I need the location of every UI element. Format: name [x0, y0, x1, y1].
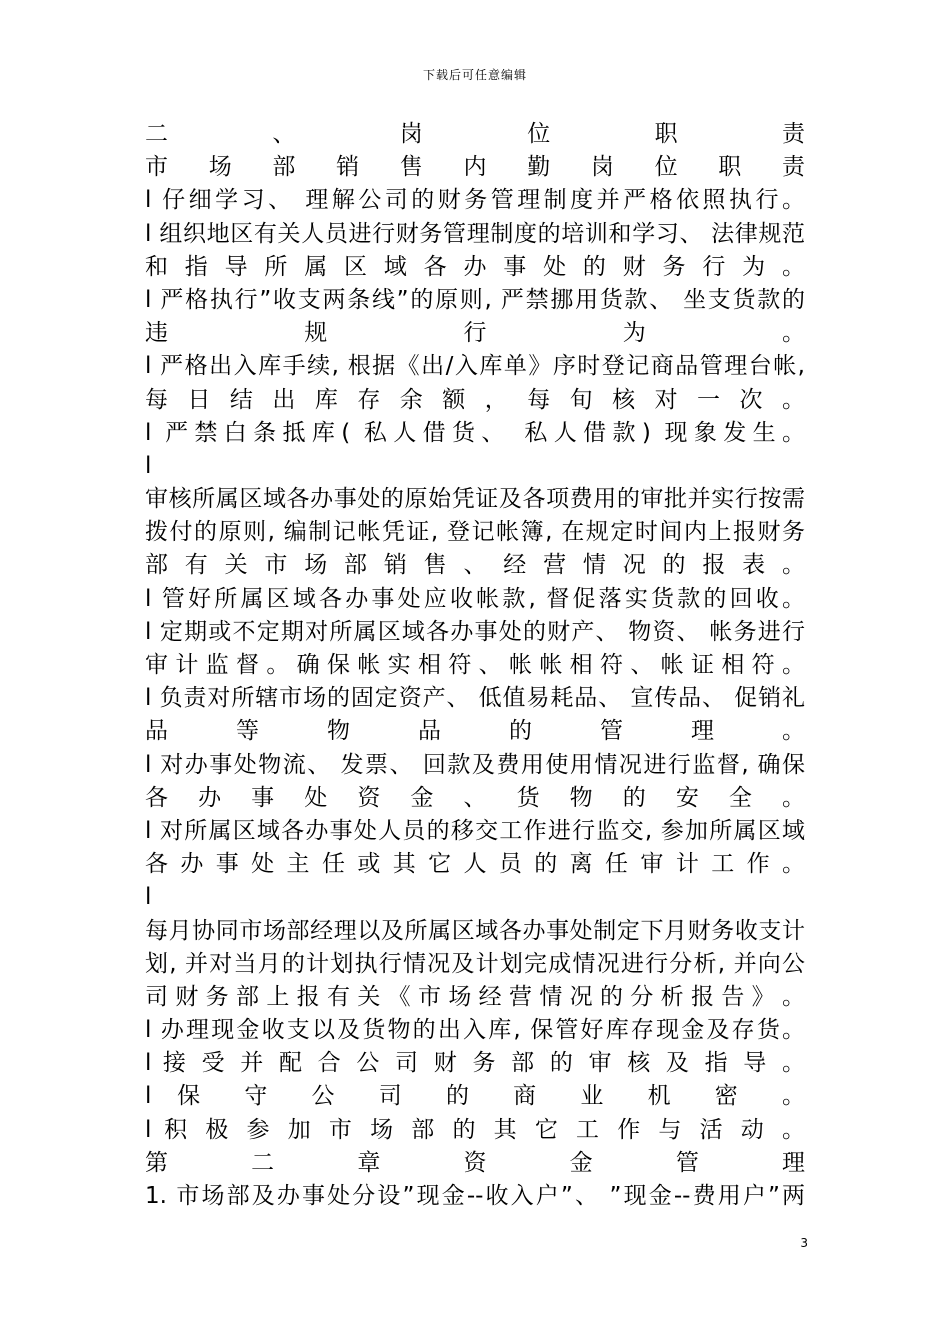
text-line: l 组织地区有关人员进行财务管理制度的培训和学习、 法律规范 [145, 220, 805, 247]
text-line: l 办理现金收支以及货物的出入库, 保管好库存现金及存货。 [145, 1017, 805, 1044]
text-line: l 仔细学习、 理解公司的财务管理制度并严格依照执行。 [145, 187, 805, 214]
text-line: 每 日 结 出 库 存 余 额 ， 每 旬 核 对 一 次 。 [145, 386, 805, 413]
page-number: 3 [800, 1236, 808, 1250]
text-line: l 接 受 并 配 合 公 司 财 务 部 的 审 核 及 指 导 。 [145, 1050, 805, 1077]
text-line: 各 办 事 处 主 任 或 其 它 人 员 的 离 任 审 计 工 作 。 [145, 851, 805, 878]
text-line: l 严禁白条抵库( 私人借货、 私人借款) 现象发生。 [145, 419, 805, 446]
text-line: l 严格出入库手续, 根据《出/入库单》序时登记商品管理台帐, [145, 353, 805, 380]
text-line: 市 场 部 销 售 内 勤 岗 位 职 责 [145, 154, 805, 181]
text-line: 每月协同市场部经理以及所属区域各办事处制定下月财务收支计 [145, 917, 805, 944]
text-line: l 定期或不定期对所属区域各办事处的财产、 物资、 帐务进行 [145, 618, 805, 645]
text-line: 和 指 导 所 属 区 域 各 办 事 处 的 财 务 行 为 。 [145, 253, 805, 280]
text-line: 违 规 行 为 。 [145, 320, 805, 347]
page-header: 下载后可任意编辑 [422, 68, 527, 82]
text-line: 划, 并对当月的计划执行情况及计划完成情况进行分析, 并向公 [145, 950, 805, 977]
text-line: l 对所属区域各办事处人员的移交工作进行监交, 参加所属区域 [145, 817, 805, 844]
text-line: l 严格执行”收支两条线”的原则, 严禁挪用货款、 坐支货款的 [145, 286, 805, 313]
text-line: l 保 守 公 司 的 商 业 机 密 。 [145, 1083, 805, 1110]
text-line: l 对办事处物流、 发票、 回款及费用使用情况进行监督, 确保 [145, 751, 805, 778]
text-line: l [145, 884, 152, 911]
text-line: 各 办 事 处 资 金 、 货 物 的 安 全 。 [145, 784, 805, 811]
text-line: 部 有 关 市 场 部 销 售 、 经 营 情 况 的 报 表 。 [145, 552, 805, 579]
text-line: l 积 极 参 加 市 场 部 的 其 它 工 作 与 活 动 。 [145, 1116, 805, 1143]
text-line: 二 、 岗 位 职 责 [145, 121, 805, 147]
text-line: 司 财 务 部 上 报 有 关 《 市 场 经 营 情 况 的 分 析 报 告 》 。 [145, 983, 805, 1010]
text-line: 审 计 监 督 。 确 保 帐 实 相 符 、 帐 帐 相 符 、 帐 证 相 符 。 [145, 652, 805, 678]
text-line: l 负责对所辖市场的固定资产、 低值易耗品、 宣传品、 促销礼 [145, 685, 805, 712]
text-line: l 管好所属区域各办事处应收帐款, 督促落实货款的回收。 [145, 585, 805, 612]
text-line: 审核所属区域各办事处的原始凭证及各项费用的审批并实行按需 [145, 486, 805, 513]
text-line: 品 等 物 品 的 管 理 。 [145, 718, 805, 745]
text-line: 1. 市场部及办事处分设”现金--收入户”、 ”现金--费用户”两 [145, 1183, 805, 1209]
text-line: 拨付的原则, 编制记帐凭证, 登记帐簿, 在规定时间内上报财务 [145, 519, 805, 546]
text-line: l [145, 452, 152, 479]
document-body [145, 118, 805, 1213]
text-line: 第 二 章 资 金 管 理 [145, 1149, 805, 1176]
